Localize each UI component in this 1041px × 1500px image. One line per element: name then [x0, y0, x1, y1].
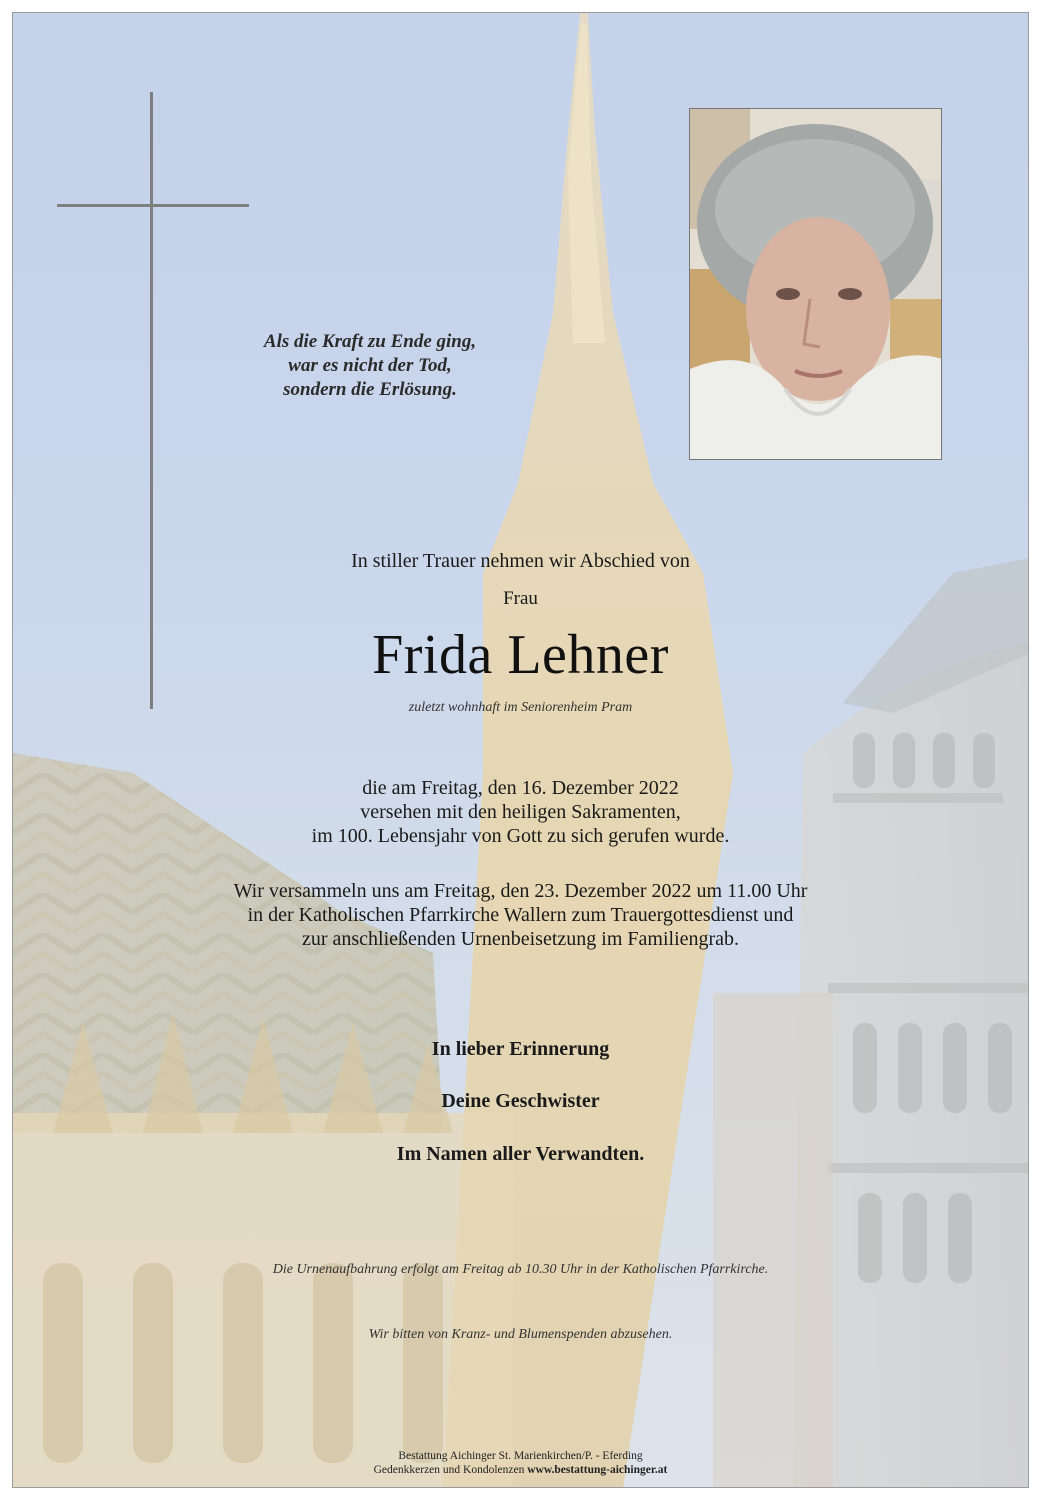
condolence-label: Gedenkkerzen und Kondolenzen: [373, 1464, 528, 1476]
motto-line: Als die Kraft zu Ende ging,: [263, 331, 477, 352]
death-notice-line: im 100. Lebensjahr von Gott zu sich gerufen wurde.: [311, 825, 730, 847]
funeral-notice-line: Wir versammeln uns am Freitag, den 23. Dezember 2022 um 11.00 Uhr: [233, 880, 808, 902]
funeral-notice-line: in der Katholischen Pfarrkirche Wallern zum Trauergottesdienst und: [247, 904, 794, 926]
funeral-home-name: Bestattung Aichinger St. Marienkirchen/P. - Eferding: [398, 1450, 643, 1462]
deceased-residence: zuletzt wohnhaft im Seniorenheim Pram: [408, 700, 633, 715]
announcement-intro: In stiller Trauer nehmen wir Abschied von: [351, 550, 690, 572]
flower-donation-note: Wir bitten von Kranz- und Blumenspenden abzusehen.: [368, 1327, 673, 1342]
motto-line: war es nicht der Tod,: [288, 355, 452, 376]
cross-vertical-bar: [150, 92, 153, 709]
funeral-home-contact: [12, 1463, 1029, 1477]
announcement-title: Frau: [503, 588, 538, 609]
motto-quote: [200, 330, 540, 402]
death-notice-line: versehen mit den heiligen Sakramenten,: [360, 801, 681, 823]
death-notice: [12, 776, 1029, 848]
deceased-portrait-photo: [689, 108, 942, 460]
signature-remembrance: In lieber Erinnerung: [431, 1038, 610, 1060]
death-notice-line: die am Freitag, den 16. Dezember 2022: [362, 777, 679, 799]
funeral-notice-line: zur anschließenden Urnenbeisetzung im Familiengrab.: [301, 928, 740, 950]
funeral-notice: [12, 879, 1029, 951]
funeral-home-website-link[interactable]: www.bestattung-aichinger.at: [527, 1464, 668, 1476]
urn-viewing-note: Die Urnenaufbahrung erfolgt am Freitag ab 10.30 Uhr in der Katholischen Pfarrkirche.: [272, 1262, 769, 1277]
deceased-name: Frida Lehner: [372, 624, 669, 686]
cross-horizontal-bar: [57, 204, 249, 207]
signature-relatives: Im Namen aller Verwandten.: [396, 1143, 645, 1165]
signature-siblings: Deine Geschwister: [441, 1090, 600, 1112]
motto-line: sondern die Erlösung.: [283, 379, 457, 400]
